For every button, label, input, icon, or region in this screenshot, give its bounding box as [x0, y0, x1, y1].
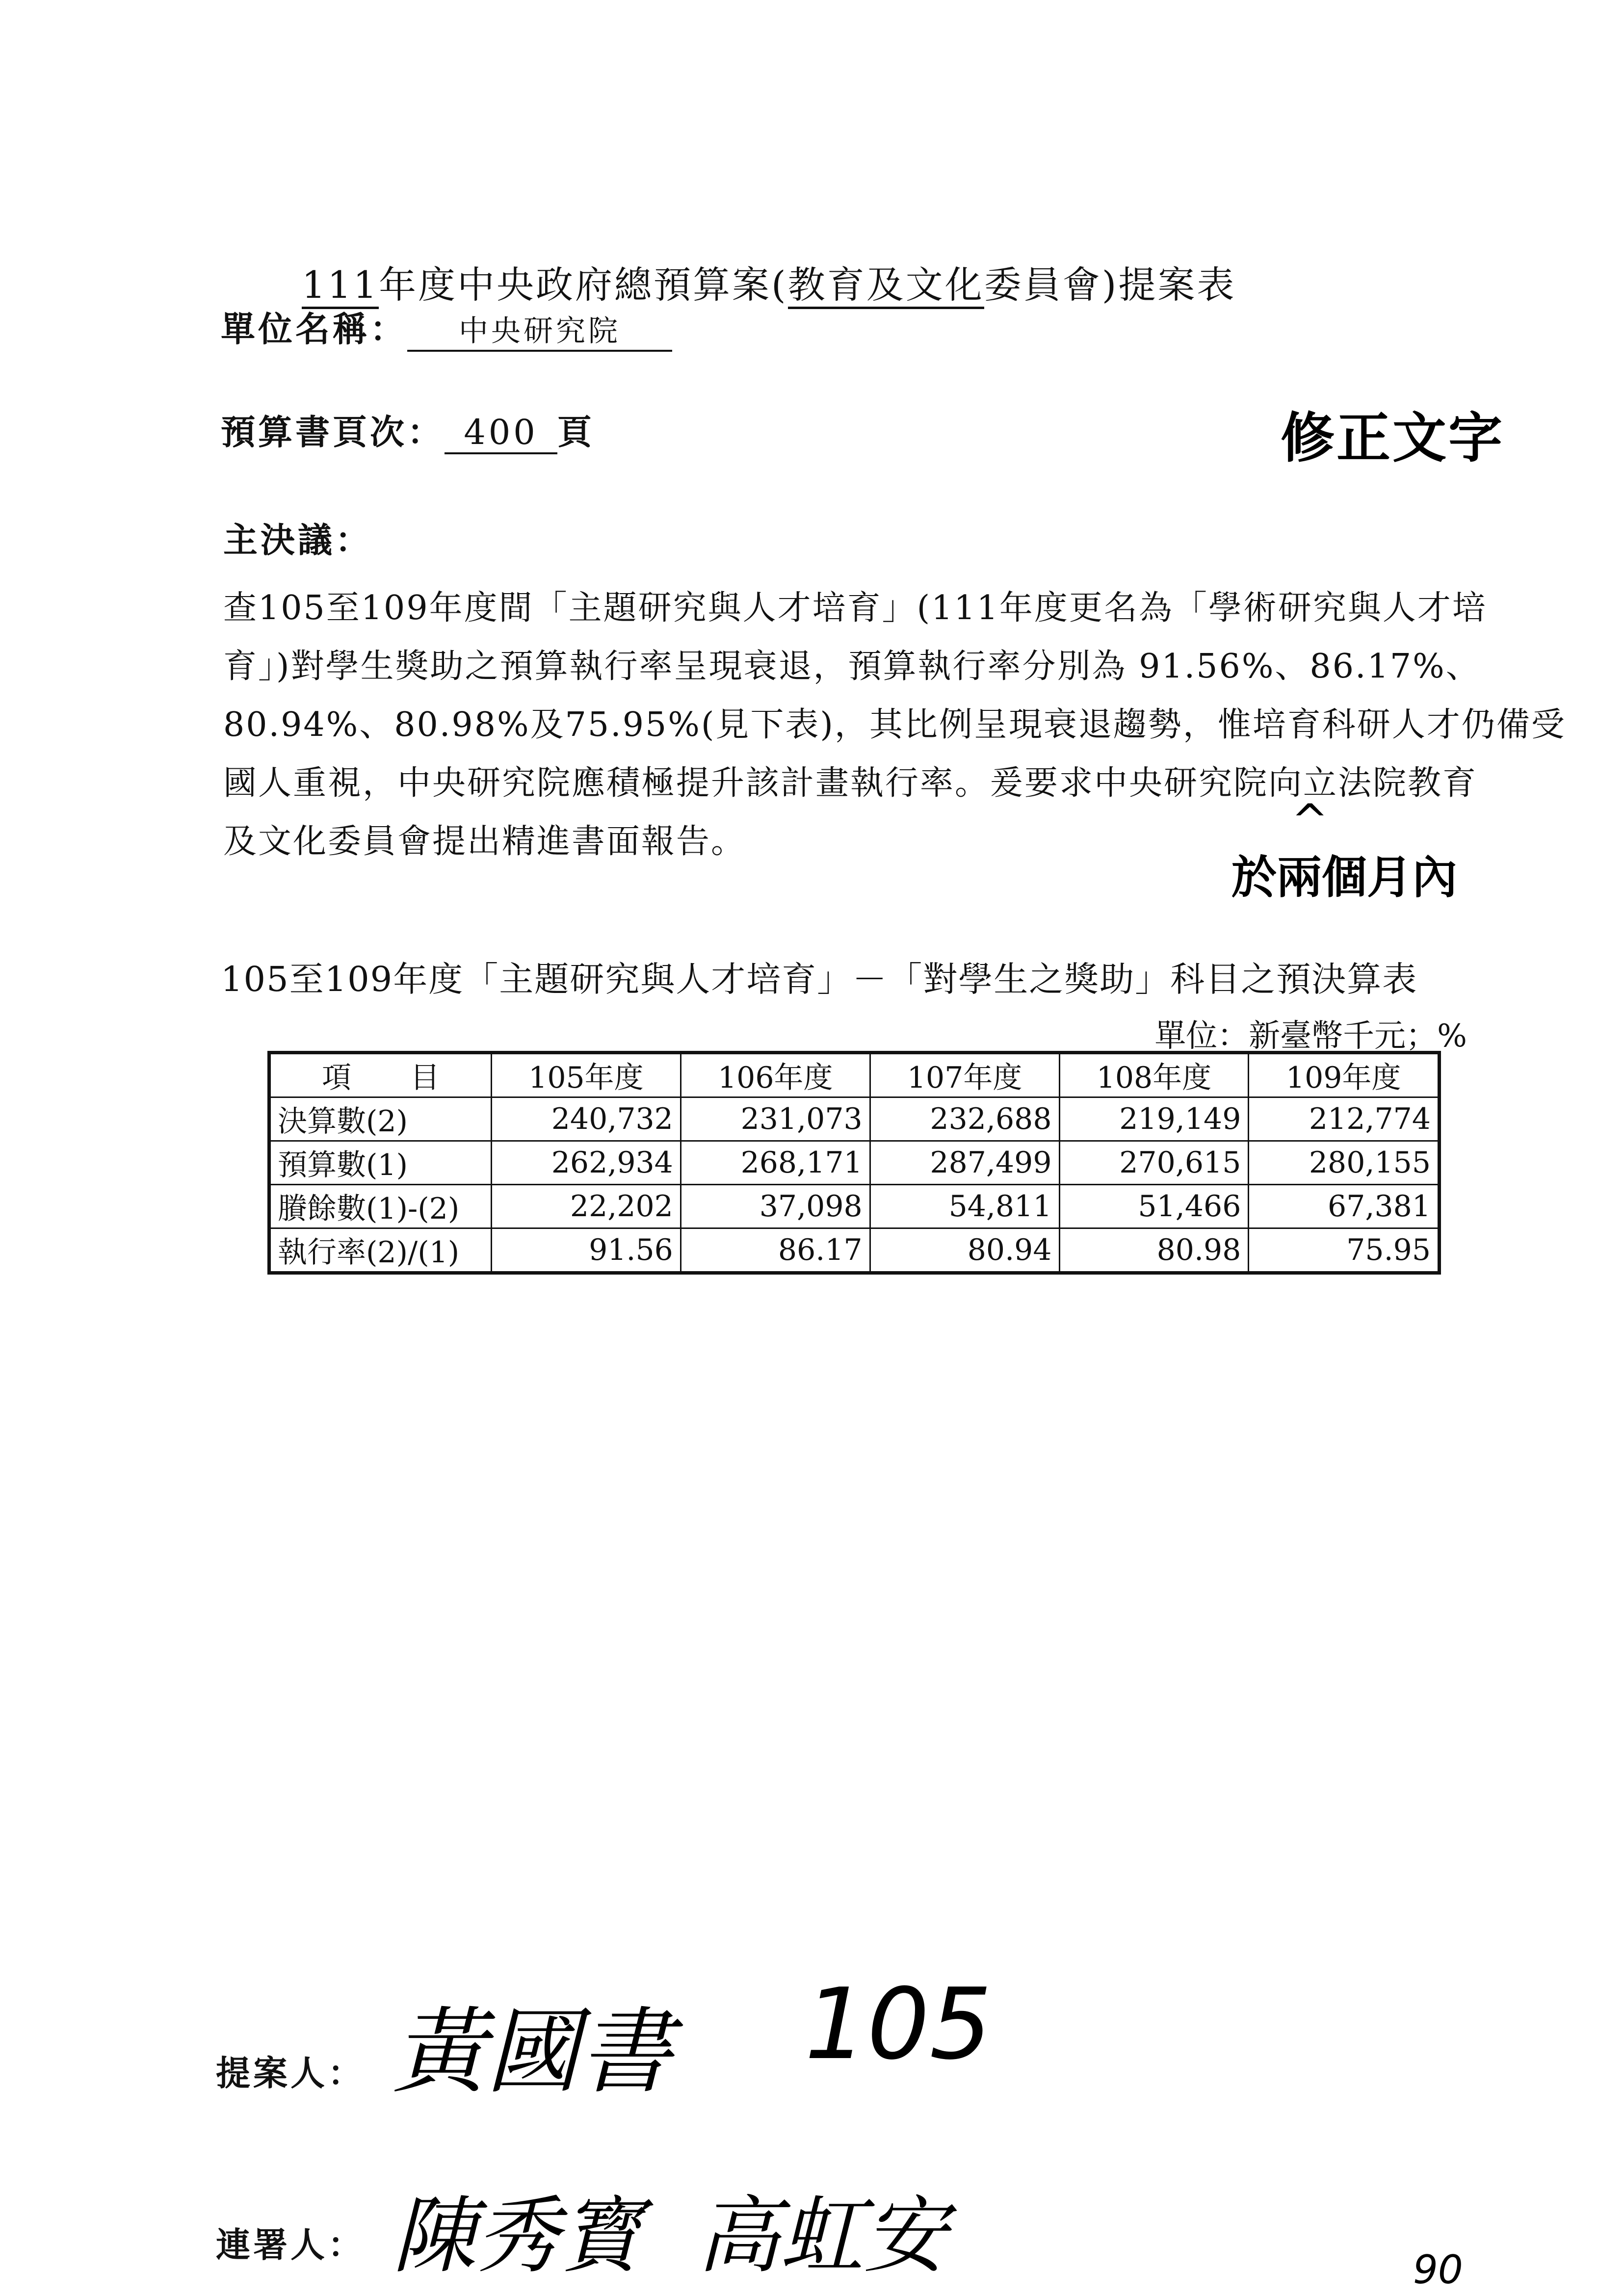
cell: 75.95 [1249, 1228, 1440, 1273]
handwritten-insertion: 於兩個月內 [1231, 851, 1458, 904]
unit-name-row [221, 302, 672, 352]
header-year: 106年度 [681, 1053, 870, 1097]
resolution-line: 國人重視，中央研究院應積極提升該計畫執行率。爰要求中央研究院向立法院教育 [223, 764, 1478, 803]
title-end: 委員會)提案表 [984, 263, 1236, 307]
table-title: 105至109年度「主題研究與人才培育」－「對學生之獎助」科目之預決算表 [221, 959, 1418, 999]
cell: 91.56 [492, 1228, 681, 1273]
cell: 240,732 [492, 1097, 681, 1141]
page-number: 90 [1413, 2247, 1463, 2293]
table-row [269, 1228, 1440, 1273]
table-unit: 單位：新臺幣千元；% [1154, 1018, 1467, 1054]
cell: 219,149 [1059, 1097, 1249, 1141]
page-ref-suffix: 頁 [557, 412, 595, 452]
cell: 280,155 [1249, 1141, 1440, 1185]
table-row [269, 1097, 1440, 1141]
document-title [302, 255, 1236, 309]
header-year: 107年度 [870, 1053, 1059, 1097]
cell: 287,499 [870, 1141, 1059, 1185]
cell: 80.94 [870, 1228, 1059, 1273]
proposer-signature: 黃國書 [393, 1998, 673, 2106]
cell: 231,073 [681, 1097, 870, 1141]
row-label: 賸餘數(1)-(2) [269, 1185, 492, 1228]
header-item: 項 目 [269, 1053, 492, 1097]
budget-table [267, 1051, 1441, 1275]
table-header-row [269, 1053, 1440, 1097]
page-ref-row [221, 405, 595, 454]
table-row [269, 1141, 1440, 1185]
cell: 37,098 [681, 1185, 870, 1228]
resolution-line: 及文化委員會提出精進書面報告。 [223, 822, 746, 861]
cell: 54,811 [870, 1185, 1059, 1228]
title-mid: 年度中央政府總預算案( [379, 263, 788, 307]
cell: 262,934 [492, 1141, 681, 1185]
resolution-line: 育」)對學生獎助之預算執行率呈現衰退，預算執行率分別為 91.56%、86.17%、 [223, 647, 1481, 686]
cell: 270,615 [1059, 1141, 1249, 1185]
cell: 86.17 [681, 1228, 870, 1273]
cell: 212,774 [1249, 1097, 1440, 1141]
resolution-heading: 主決議： [223, 520, 372, 560]
proposer-label: 提案人： [216, 2053, 365, 2093]
resolution-line: 80.94%、80.98%及75.95%(見下表)，其比例呈現衰退趨勢，惟培育科研人才仍備受 [223, 705, 1566, 744]
page-ref-label: 預算書頁次： [221, 412, 445, 452]
cell: 22,202 [492, 1185, 681, 1228]
proposer-number: 105 [805, 1967, 992, 2082]
resolution-line: 查105至109年度間「主題研究與人才培育」(111年度更名為「學術研究與人才培 [223, 589, 1487, 627]
handwritten-note: 修正文字 [1281, 407, 1504, 470]
title-year: 111 [302, 263, 379, 309]
header-year: 105年度 [492, 1053, 681, 1097]
unit-name-label: 單位名稱： [221, 309, 407, 349]
row-label: 執行率(2)/(1) [269, 1228, 492, 1273]
page-ref-value: 400 [445, 412, 557, 454]
title-committee: 教育及文化 [788, 263, 984, 309]
cell: 67,381 [1249, 1185, 1440, 1228]
insertion-caret: ^ [1291, 795, 1329, 846]
cell: 51,466 [1059, 1185, 1249, 1228]
row-label: 預算數(1) [269, 1141, 492, 1185]
cosigner-signature: 陳秀寳 [393, 2188, 643, 2285]
unit-name-value: 中央研究院 [407, 308, 672, 352]
row-label: 決算數(2) [269, 1097, 492, 1141]
header-year: 108年度 [1059, 1053, 1249, 1097]
table-row [269, 1185, 1440, 1228]
cell: 80.98 [1059, 1228, 1249, 1273]
cell: 232,688 [870, 1097, 1059, 1141]
cosigner-signature: 高虹安 [697, 2188, 947, 2285]
header-year: 109年度 [1249, 1053, 1440, 1097]
cosigner-label: 連署人： [216, 2224, 365, 2265]
cell: 268,171 [681, 1141, 870, 1185]
resolution-text [223, 579, 1566, 871]
